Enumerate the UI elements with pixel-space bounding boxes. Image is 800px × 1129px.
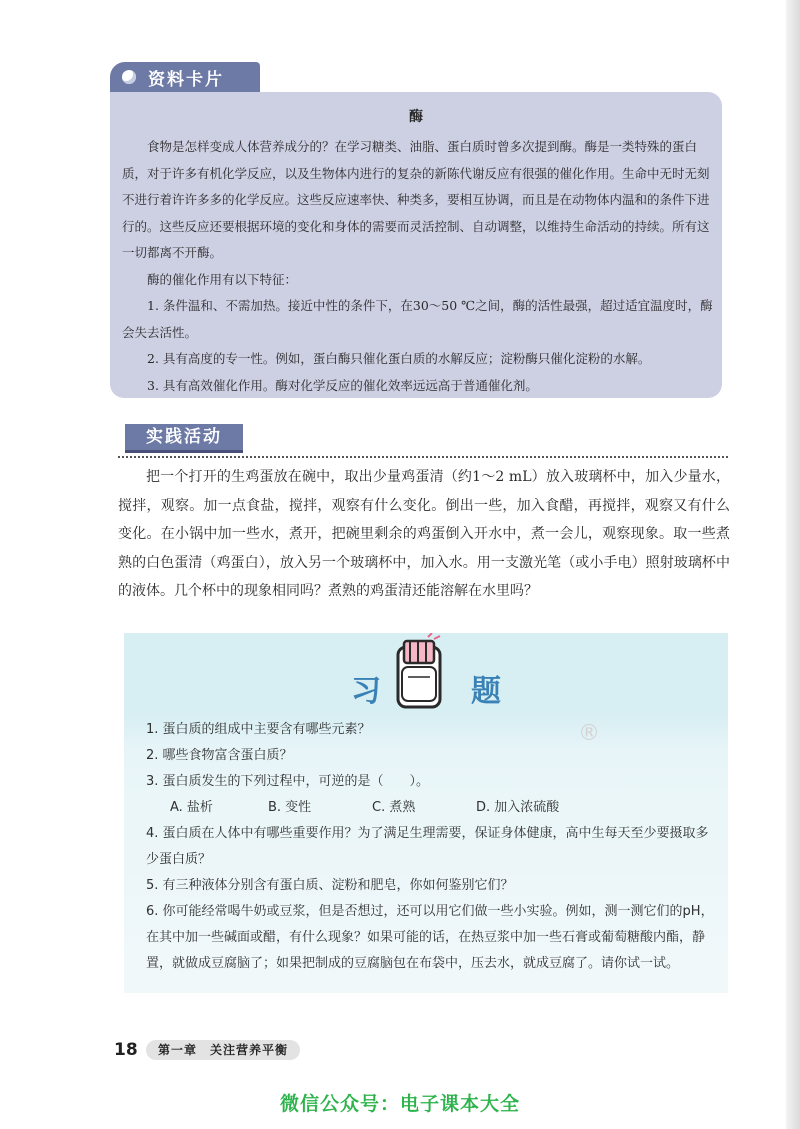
exercise-heading-left: 习 [351,674,381,709]
option-d: D. 加入浓硫酸 [476,800,560,815]
exercise-item: 5. 有三种液体分别含有蛋白质、淀粉和肥皂，你如何鉴别它们？ [146,878,514,893]
option-a: A. 盐析 [170,800,213,815]
practice-body [118,463,730,606]
exercise-options [170,795,718,821]
exercise-item: 2. 哪些食物富含蛋白质？ [146,748,293,763]
info-paragraph: 酶的催化作用有以下特征： [147,271,298,287]
page-number: 18 [114,1040,138,1060]
practice-divider [118,456,728,458]
exercise-heading-right: 题 [471,674,501,709]
page-gutter-shadow [786,0,800,1129]
info-card-title: 酶 [409,109,423,125]
info-card-tab [110,62,260,92]
info-card-tab-label: 资料卡片 [148,69,224,90]
exercise-item: 1. 蛋白质的组成中主要含有哪些元素？ [146,722,371,737]
practice-paragraph: 把一个打开的生鸡蛋放在碗中，取出少量鸡蛋清（约1～2 mL）放入玻璃杯中，加入少量水，搅拌，观察。加一点食盐，搅拌，观察有什么变化。倒出一些，加入食醋，再搅拌，观察又有什么变化。在小锅中加一些水，煮开，把碗里剩余的鸡蛋倒入开水中，煮一会儿，观察现象。取一些煮熟的白色蛋清（鸡蛋白），放入另一个玻璃杯中，加入水。用一支激光笔（或小手电）照射玻璃杯中的液体。几个杯中的现象相同吗？煮熟的鸡蛋清还能溶解在水里吗？ [118,469,730,599]
info-card [110,92,722,398]
wechat-account-note: 微信公众号：电子课本大全 [279,1093,520,1115]
info-paragraph: 食物是怎样变成人体营养成分的？在学习糖类、油脂、蛋白质时曾多次提到酶。酶是一类特殊的蛋白质，对于许多有机化学反应，以及生物体内进行的复杂的新陈代谢反应有很强的催化作用。生命中无时无刻不进行着许许多多的化学反应。这些反应速率快、种类多，要相互协调，而且是在动物体内温和的条件下进行的。这些反应还要根据环境的变化和身体的需要而灵活控制、自动调整，以维持生命活动的持续。所有这一切都离不开酶。 [122,139,710,260]
bullet-circle-icon [122,70,136,84]
practice-section-title: 实践活动 [125,424,243,453]
exercise-item: 3. 蛋白质发生的下列过程中，可逆的是（ ）。 [146,774,430,789]
info-card-body [122,134,717,399]
option-c: C. 煮熟 [372,800,416,815]
info-paragraph: 2. 具有高度的专一性。例如，蛋白酶只催化蛋白质的水解反应；淀粉酶只催化淀粉的水解。 [147,351,651,366]
option-b: B. 变性 [268,800,312,815]
chapter-label: 第一章 关注营养平衡 [146,1040,300,1060]
info-paragraph: 1. 条件温和、不需加热。接近中性的条件下，在30～50 ℃之间，酶的活性最强，超过适宜温度时，酶会失去活性。 [122,298,713,340]
exercise-item: 4. 蛋白质在人体中有哪些重要作用？为了满足生理需要，保证身体健康，高中生每天至少要摄取多少蛋白质？ [146,826,709,867]
exercise-item: 6. 你可能经常喝牛奶或豆浆，但是否想过，还可以用它们做一些小实验。例如，测一测它们的pH，在其中加一些碱面或醋，有什么现象？如果可能的话，在热豆浆中加一些石膏或葡萄糖酸内酯，静置，就做成豆腐脑了；如果把制成的豆腐脑包在布袋中，压去水，就成豆腐了。请你试一试。 [146,904,714,971]
info-paragraph: 3. 具有高效催化作用。酶对化学反应的催化效率远远高于普通催化剂。 [147,377,538,393]
registered-watermark: ® [578,721,600,746]
exercise-heading [124,663,728,713]
exercise-list [146,717,718,977]
